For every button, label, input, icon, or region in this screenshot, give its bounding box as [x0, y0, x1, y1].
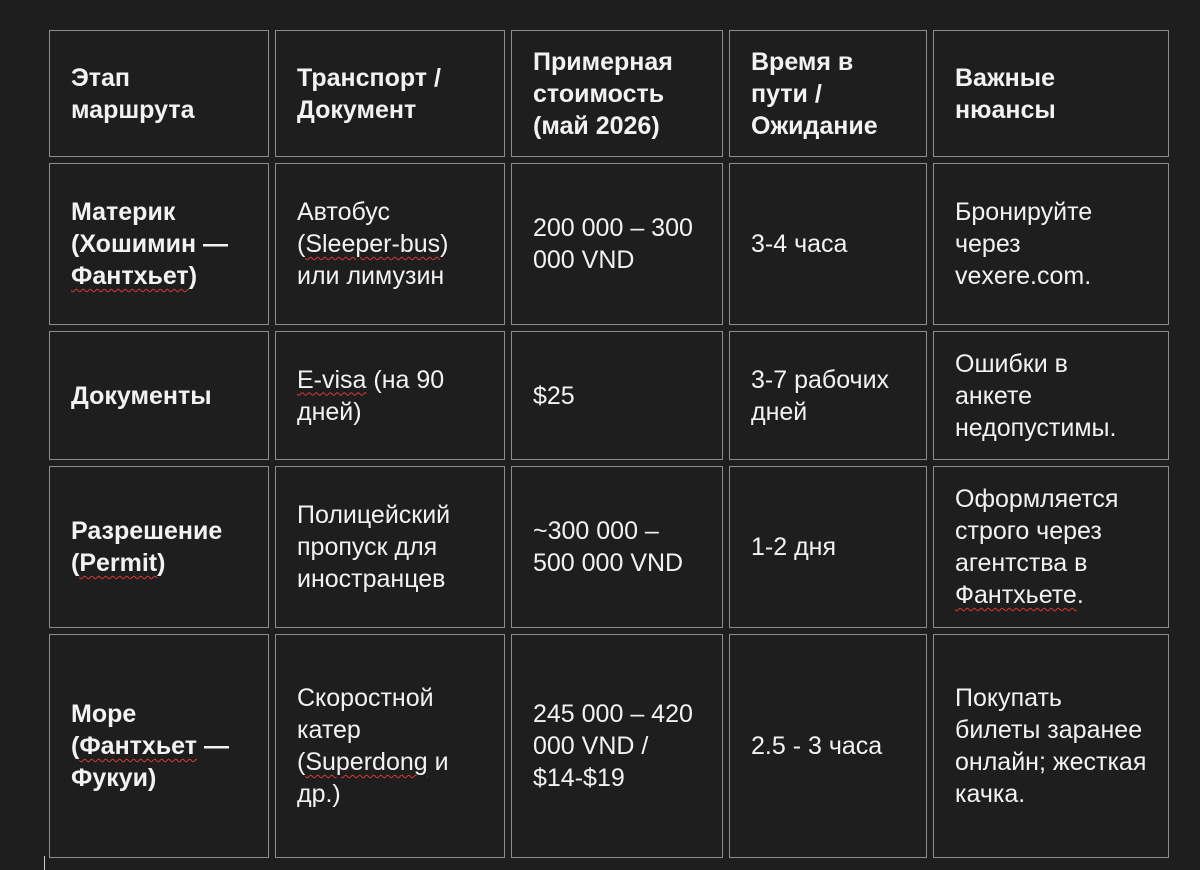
routes-table	[43, 24, 1175, 864]
cell-stage[interactable]: Разрешение (Permit)	[49, 466, 269, 628]
cell-notes[interactable]: Покупать билеты заранее онлайн; жесткая качка.	[933, 634, 1169, 858]
header-notes[interactable]: Важные нюансы	[933, 30, 1169, 157]
header-row	[49, 30, 1169, 157]
text-cursor	[44, 856, 45, 870]
cell-notes[interactable]: Бронируйте через vexere.com.	[933, 163, 1169, 325]
spellcheck-flagged-word: Фантхьет	[79, 732, 198, 760]
spellcheck-flagged-word: Фантхьет	[71, 262, 189, 290]
cell-transport[interactable]: Полицейский пропуск для иностранцев	[275, 466, 505, 628]
cell-transport[interactable]: Скоростной катер (Superdong и др.)	[275, 634, 505, 858]
spellcheck-flagged-word: E-visa	[297, 365, 367, 394]
cell-notes[interactable]: Оформляется строго через агентства в Фантхьете.	[933, 466, 1169, 628]
cell-stage[interactable]: Море (Фантхьет — Фукуи)	[49, 634, 269, 858]
table-row	[49, 331, 1169, 460]
cell-transport[interactable]: Автобус (Sleeper-bus) или лимузин	[275, 163, 505, 325]
cell-stage[interactable]: Документы	[49, 331, 269, 460]
cell-time[interactable]: 3-4 часа	[729, 163, 927, 325]
cell-notes[interactable]: Ошибки в анкете недопустимы.	[933, 331, 1169, 460]
header-stage[interactable]: Этап маршрута	[49, 30, 269, 157]
spellcheck-flagged-word: Superdong	[305, 748, 428, 776]
cell-cost[interactable]: 245 000 – 420 000 VND / $14-$19	[511, 634, 723, 858]
header-cost[interactable]: Примерная стоимость (май 2026)	[511, 30, 723, 157]
header-time[interactable]: Время в пути / Ожидание	[729, 30, 927, 157]
header-transport[interactable]: Транспорт / Документ	[275, 30, 505, 157]
table-row	[49, 163, 1169, 325]
cell-time[interactable]: 1-2 дня	[729, 466, 927, 628]
spellcheck-flagged-word: Permit	[79, 549, 158, 577]
cell-time[interactable]: 3-7 рабочих дней	[729, 331, 927, 460]
cell-cost[interactable]: 200 000 – 300 000 VND	[511, 163, 723, 325]
cell-transport[interactable]: E-visa (на 90 дней)	[275, 331, 505, 460]
table-row	[49, 466, 1169, 628]
cell-cost[interactable]: $25	[511, 331, 723, 460]
table-row	[49, 634, 1169, 858]
spellcheck-flagged-word: Фантхьете	[955, 581, 1077, 609]
cell-stage[interactable]: Материк (Хошимин —Фантхьет)	[49, 163, 269, 325]
cell-time[interactable]: 2.5 - 3 часа	[729, 634, 927, 858]
cell-cost[interactable]: ~300 000 – 500 000 VND	[511, 466, 723, 628]
spellcheck-flagged-word: Sleeper-bus	[305, 230, 441, 258]
